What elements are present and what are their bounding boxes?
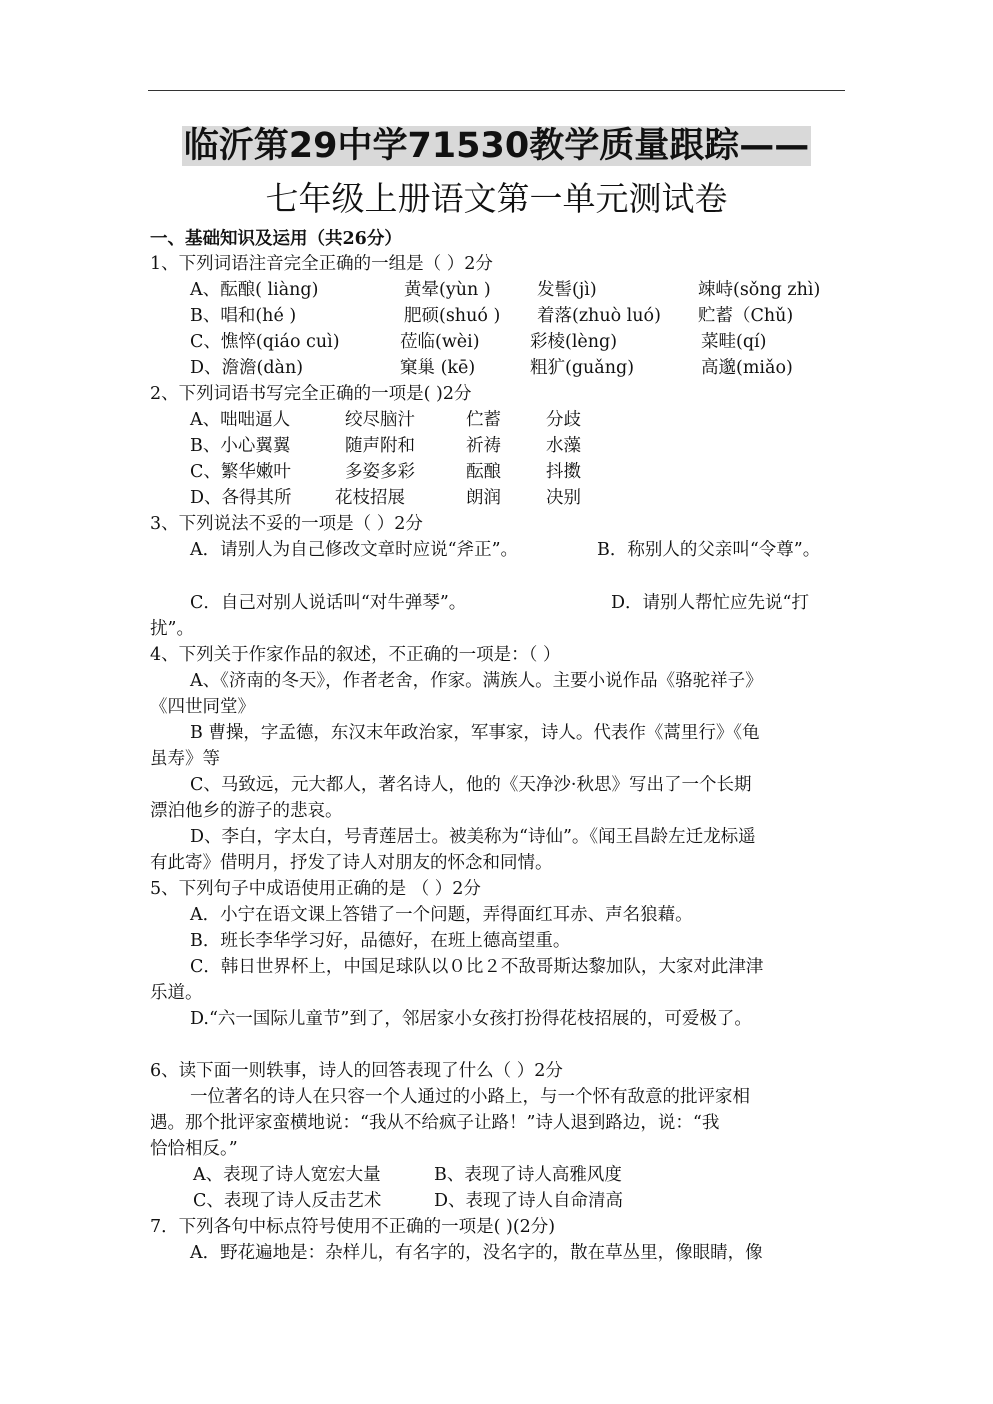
- q6-option-c: C、表现了诗人反击艺术: [193, 1191, 382, 1211]
- q2-option: 分歧: [546, 410, 581, 430]
- q2-option: 绞尽脑汁: [345, 410, 415, 430]
- q4-option-a: A、《济南的冬天》，作者老舍，作家。满族人。主要小说作品《骆驼祥子》: [190, 671, 763, 691]
- q2-option: B、小心翼翼: [190, 436, 291, 456]
- q1-option: 贮蓄（Chǔ): [698, 306, 794, 326]
- q1-option: A、酝酿( liàng): [190, 280, 319, 300]
- q4-option-a-cont: 《四世同堂》: [150, 697, 255, 717]
- q4-stem: 4、下列关于作家作品的叙述，不正确的一项是：（ ）: [150, 645, 561, 665]
- q2-option: 花枝招展: [335, 488, 405, 508]
- q4-option-b: B 曹操，字孟德，东汉末年政治家，军事家，诗人。代表作《蒿里行》《龟: [190, 723, 760, 743]
- q5-option-a: A．小宁在语文课上答错了一个问题，弄得面红耳赤、声名狼藉。: [190, 905, 693, 925]
- q1-option: 菜畦(qí): [701, 332, 767, 352]
- q2-option: 朗润: [466, 488, 501, 508]
- q3-option-d: D．请别人帮忙应先说“打: [611, 593, 809, 613]
- q6-option-a: A、表现了诗人宽宏大量: [193, 1165, 381, 1185]
- section-heading: 一、基础知识及运用（共26分）: [150, 229, 402, 249]
- q2-option: 随声附和: [345, 436, 415, 456]
- q2-option: C、繁华嫩叶: [190, 462, 291, 482]
- q7-option-a: A．野花遍地是：杂样儿，有名字的，没名字的，散在草丛里，像眼睛，像: [190, 1243, 763, 1263]
- q3-option-a: A．请别人为自己修改文章时应说“斧正”。: [190, 540, 519, 560]
- q5-option-c-cont: 乐道。: [150, 983, 203, 1003]
- q6-stem: 6、读下面一则轶事，诗人的回答表现了什么（ ）2分: [150, 1061, 563, 1081]
- title-line-2: 七年级上册语文第一单元测试卷: [265, 179, 728, 218]
- q1-option: 黄晕(yùn ): [404, 280, 491, 300]
- q7-stem: 7．下列各句中标点符号使用不正确的一项是( )(2分): [150, 1217, 556, 1237]
- q6-option-d: D、表现了诗人自命清高: [434, 1191, 624, 1211]
- q3-stem: 3、下列说法不妥的一项是（ ）2分: [150, 514, 423, 534]
- q2-option: 决别: [546, 488, 581, 508]
- q1-option: 高邈(miǎo): [701, 358, 793, 378]
- q2-option: D、各得其所: [190, 488, 292, 508]
- q6-option-b: B、表现了诗人高雅风度: [434, 1165, 622, 1185]
- q3-option-c: C．自己对别人说话叫“对牛弹琴”。: [190, 593, 467, 613]
- q1-option: B、唱和(hé ): [190, 306, 297, 326]
- q6-passage-line: 遇。那个批评家蛮横地说：“我从不给疯子让路！”诗人退到路边，说：“我: [150, 1113, 720, 1133]
- q2-option: 伫蓄: [466, 410, 501, 430]
- q1-option: 莅临(wèi): [400, 332, 480, 352]
- q1-option: 着落(zhuò luó): [537, 306, 661, 326]
- q4-option-c: C、马致远，元大都人，著名诗人，他的《天净沙·秋思》写出了一个长期: [190, 775, 752, 795]
- q2-option: 酝酿: [466, 462, 501, 482]
- q2-option: 祈祷: [466, 436, 501, 456]
- q3-option-d-cont: 扰”。: [150, 619, 194, 639]
- q2-option: 多姿多彩: [345, 462, 415, 482]
- q1-stem: 1、下列词语注音完全正确的一组是（ ）2分: [150, 254, 493, 274]
- q1-option: D、澹澹(dàn): [190, 358, 304, 378]
- q6-passage-line: 一位著名的诗人在只容一个人通过的小路上，与一个怀有敌意的批评家相: [190, 1087, 750, 1107]
- q4-option-d: D、李白，字太白，号青莲居士。被美称为“诗仙”。《闻王昌龄左迁龙标遥: [190, 827, 756, 847]
- q2-option: 水藻: [546, 436, 581, 456]
- q1-option: 竦峙(sǒng zhì): [698, 280, 821, 300]
- q5-option-c: C．韩日世界杯上，中国足球队以０比２不敌哥斯达黎加队，大家对此津津: [190, 957, 764, 977]
- q3-option-b: B．称别人的父亲叫“令尊”。: [597, 540, 821, 560]
- title-line-1: 临沂第29中学71530教学质量跟踪——: [183, 126, 810, 166]
- q4-option-d-cont: 有此寄》借明月，抒发了诗人对朋友的怀念和同情。: [150, 853, 553, 873]
- q2-stem: 2、下列词语书写完全正确的一项是( )2分: [150, 384, 472, 404]
- q5-option-b: B．班长李华学习好，品德好，在班上德高望重。: [190, 931, 571, 951]
- header-rule: [148, 90, 845, 91]
- q6-passage-line: 恰恰相反。”: [150, 1139, 238, 1159]
- q1-option: 窠巢 (kē): [400, 358, 476, 378]
- q4-option-b-cont: 虽寿》等: [150, 749, 220, 769]
- q1-option: 彩棱(lèng): [530, 332, 618, 352]
- q1-option: C、憔悴(qiáo cuì): [190, 332, 340, 352]
- q1-option: 肥硕(shuó ): [404, 306, 501, 326]
- q5-stem: 5、下列句子中成语使用正确的是 （ ）2分: [150, 879, 481, 899]
- q1-option: 发髻(jì): [537, 280, 597, 300]
- q2-option: A、咄咄逼人: [190, 410, 291, 430]
- q1-option: 粗犷(guǎng): [530, 358, 635, 378]
- q4-option-c-cont: 漂泊他乡的游子的悲哀。: [150, 801, 343, 821]
- q2-option: 抖擞: [546, 462, 581, 482]
- q5-option-d: D.“六一国际儿童节”到了，邻居家小女孩打扮得花枝招展的，可爱极了。: [190, 1009, 752, 1029]
